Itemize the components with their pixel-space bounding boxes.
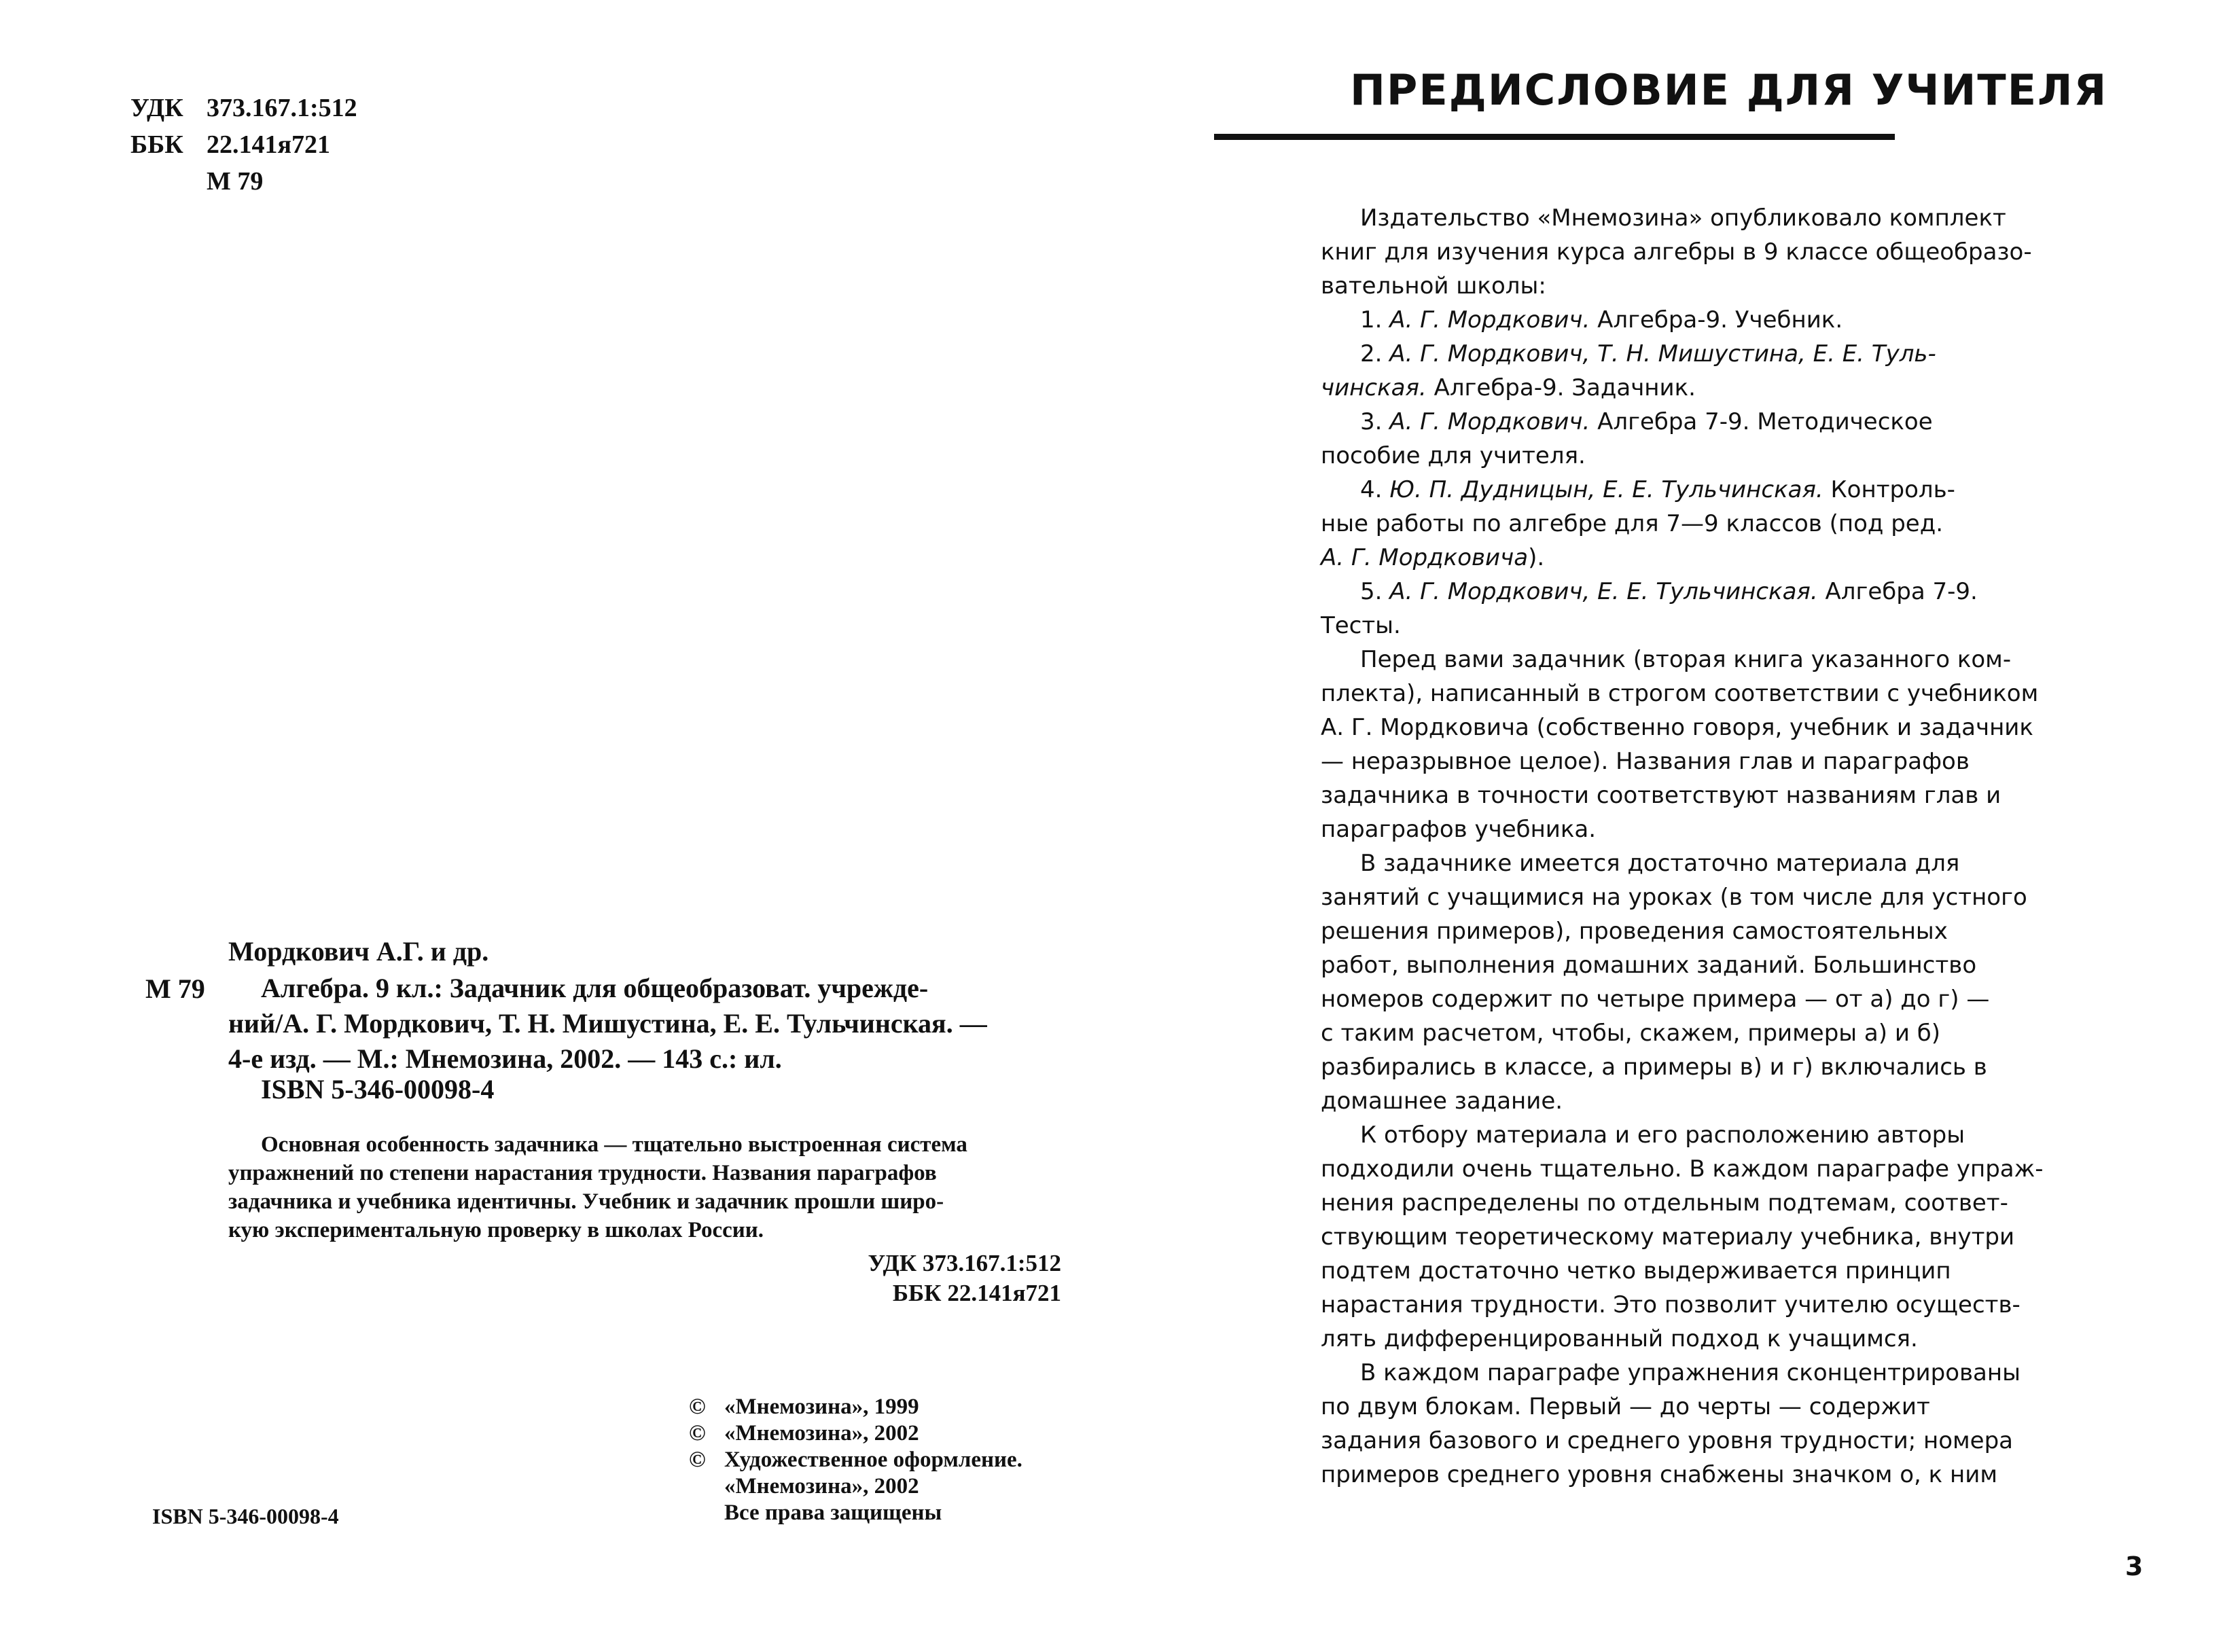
- catalog-description-line: ний/А. Г. Мордкович, Т. Н. Мишустина, Е. Е. Тульчинская. —: [228, 1008, 987, 1039]
- text-line: с таким расчетом, чтобы, скажем, примеры а) и б): [1321, 1020, 1940, 1047]
- preface-body: [1321, 201, 2044, 1492]
- list-item: 2. А. Г. Мордкович, Т. Н. Мишустина, Е. Е. Туль-: [1360, 340, 1936, 367]
- heading-rule: [1214, 134, 1895, 140]
- isbn-bottom: ISBN 5-346-00098-4: [152, 1504, 339, 1528]
- text-line: Издательство «Мнемозина» опубликовало комплект: [1360, 204, 2006, 232]
- page-number: 3: [2125, 1551, 2143, 1581]
- annotation-line: Основная особенность задачника — тщательно выстроенная система: [261, 1132, 967, 1157]
- text-line: В каждом параграфе упражнения сконцентрированы: [1360, 1359, 2021, 1386]
- text-line: задачника в точности соответствуют названиям глав и: [1321, 782, 2001, 809]
- copyright-icon: ©: [689, 1448, 706, 1472]
- catalog-isbn: ISBN 5-346-00098-4: [261, 1074, 495, 1105]
- catalog-description-line: Алгебра. 9 кл.: Задачник для общеобразоват. учрежде-: [261, 973, 929, 1003]
- rights-reserved: Все права защищены: [724, 1501, 942, 1525]
- text-line: В задачнике имеется достаточно материала для: [1360, 850, 1960, 877]
- text-line: занятий с учащимися на уроках (в том числе для устного: [1321, 884, 2027, 911]
- catalog-description: [228, 971, 1061, 1077]
- list-item: 5. А. Г. Мордкович, Е. Е. Тульчинская. Алгебра 7-9.: [1360, 578, 1978, 605]
- list-item-cont: ные работы по алгебре для 7—9 классов (под ред.: [1321, 510, 1944, 537]
- list-item-author: Ю. П. Дудницын, Е. Е. Тульчинская.: [1389, 476, 1823, 503]
- text-line: вательной школы:: [1321, 272, 1546, 300]
- text-line: работ, выполнения домашних заданий. Большинство: [1321, 952, 1977, 979]
- text-line: ствующим теоретическому материалу учебника, внутри: [1321, 1223, 2015, 1251]
- text-line: по двум блокам. Первый — до черты — содержит: [1321, 1393, 1930, 1420]
- text-line: подходили очень тщательно. В каждом параграфе упраж-: [1321, 1155, 2044, 1183]
- bbk-code: ББК 22.141я721: [892, 1280, 1061, 1306]
- bbk-label: ББК: [130, 130, 183, 159]
- text-line: нарастания трудности. Это позволит учителю осуществ-: [1321, 1291, 2021, 1318]
- list-item-author: А. Г. Мордкович.: [1389, 306, 1590, 334]
- text-line: домашнее задание.: [1321, 1088, 1563, 1115]
- bbk-value: 22.141я721: [207, 130, 331, 159]
- list-item-author: А. Г. Мордкович, Т. Н. Мишустина, Е. Е. Туль-: [1389, 340, 1936, 367]
- text-line: решения примеров), проведения самостоятельных: [1321, 918, 1948, 945]
- copyright-row: [689, 1420, 1022, 1447]
- udk-value: 373.167.1:512: [207, 94, 357, 122]
- text-line: книг для изучения курса алгебры в 9 классе общеобразо-: [1321, 238, 2032, 266]
- udk-row: [130, 90, 357, 126]
- text-line: примеров среднего уровня снабжены значком о, к ним: [1321, 1461, 1997, 1488]
- list-item: 1. А. Г. Мордкович. Алгебра-9. Учебник.: [1360, 306, 1843, 334]
- classification-block: [130, 90, 357, 200]
- text-line: лять дифференцированный подход к учащимся.: [1321, 1325, 1918, 1352]
- copyright-icon: ©: [689, 1395, 706, 1419]
- text-line: задания базового и среднего уровня трудности; номера: [1321, 1427, 2014, 1454]
- list-item-cont: пособие для учителя.: [1321, 442, 1586, 469]
- text-line: подтем достаточно четко выдерживается принцип: [1321, 1257, 1951, 1285]
- copyright-text: «Мнемозина», 2002: [724, 1421, 919, 1446]
- copyright-text: Художественное оформление.: [724, 1448, 1022, 1472]
- bbk-row: [130, 126, 357, 163]
- list-item-cont: А. Г. Мордковича).: [1321, 544, 1545, 571]
- annotation-line: кую экспериментальную проверку в школах России.: [228, 1218, 764, 1242]
- left-page: [0, 0, 1112, 1652]
- text-line: нения распределены по отдельным подтемам, соответ-: [1321, 1189, 2008, 1217]
- copyright-text: «Мнемозина», 1999: [724, 1395, 919, 1419]
- codes-right: [747, 1249, 1061, 1308]
- annotation-line: задачника и учебника идентичны. Учебник и задачник прошли широ-: [228, 1189, 944, 1214]
- list-item-cont: Тесты.: [1321, 612, 1401, 639]
- list-item-cont: чинская. Алгебра-9. Задачник.: [1321, 374, 1696, 401]
- udk-label: УДК: [130, 94, 183, 122]
- annotation-line: упражнений по степени нарастания трудности. Названия параграфов: [228, 1161, 937, 1185]
- copyright-block: [689, 1394, 1022, 1526]
- text-line: — неразрывное целое). Названия глав и параграфов: [1321, 748, 1970, 775]
- right-page: [1112, 0, 2225, 1652]
- catalog-description-line: 4-е изд. — М.: Мнемозина, 2002. — 143 с.: ил.: [228, 1043, 782, 1074]
- author-mark: М 79: [207, 167, 264, 196]
- text-line: разбирались в классе, а примеры в) и г) включались в: [1321, 1054, 1987, 1081]
- text-line: К отбору материала и его расположению авторы: [1360, 1121, 1965, 1149]
- list-item-author: А. Г. Мордкович.: [1389, 408, 1590, 435]
- copyright-sub: «Мнемозина», 2002: [724, 1474, 919, 1498]
- list-item: 4. Ю. П. Дудницын, Е. Е. Тульчинская. Контроль-: [1360, 476, 1955, 503]
- udk-code: УДК 373.167.1:512: [868, 1250, 1061, 1276]
- annotation: [228, 1130, 1061, 1244]
- list-item-author: А. Г. Мордкович, Е. Е. Тульчинская.: [1389, 578, 1818, 605]
- text-line: плекта), написанный в строгом соответствии с учебником: [1321, 680, 2039, 707]
- text-line: параграфов учебника.: [1321, 816, 1597, 843]
- catalog-author: Мордкович А.Г. и др.: [228, 936, 489, 967]
- text-line: Перед вами задачник (вторая книга указанного ком-: [1360, 646, 2012, 673]
- copyright-row: [689, 1447, 1022, 1473]
- text-line: А. Г. Мордковича (собственно говоря, учебник и задачник: [1321, 714, 2033, 741]
- text-line: номеров содержит по четыре примера — от а) до г) —: [1321, 986, 1990, 1013]
- catalog-code: М 79: [145, 973, 205, 1004]
- page-title: ПРЕДИСЛОВИЕ ДЛЯ УЧИТЕЛЯ: [1350, 65, 2108, 115]
- list-item: 3. А. Г. Мордкович. Алгебра 7-9. Методическое: [1360, 408, 1933, 435]
- copyright-row: [689, 1394, 1022, 1420]
- copyright-icon: ©: [689, 1421, 706, 1446]
